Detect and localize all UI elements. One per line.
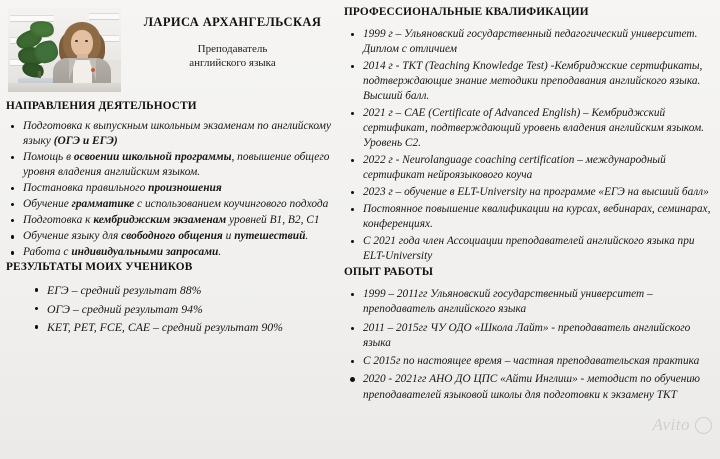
section-title-qualifications: ПРОФЕССИОНАЛЬНЫЕ КВАЛИФИКАЦИИ [344,6,589,18]
list-item: 1999 г – Ульяновский государственный педагогический университет. Диплом с отличием [346,27,712,57]
list-item: ОГЭ – средний результат 94% [30,301,334,318]
list-item: 2022 г - Neurolanguage coaching certification – международный сертификат нейроязыкового коуча [346,153,712,183]
list-item: Постановка правильного произношения [6,181,334,196]
desk [8,83,121,92]
list-item: 2020 - 2021гг АНО ДО ЦПС «Айти Инглиш» - методист по обучению преподавателей языковой школы для подготовки к экзамену TKT [346,372,712,403]
header-block [6,4,334,100]
section-title-results: РЕЗУЛЬТАТЫ МОИХ УЧЕНИКОВ [6,261,193,274]
person-role-line2: английского языка [189,57,276,70]
list-item: ЕГЭ – средний результат 88% [30,282,334,299]
right-column [340,0,720,459]
section-title-experience: ОПЫТ РАБОТЫ [344,266,434,279]
experience-list [346,287,712,403]
watermark-text: Avito [652,415,690,434]
activities-list [6,119,334,260]
list-item: 2023 г – обучение в ELT-University на программе «ЕГЭ на высший балл» [346,185,712,200]
list-item: Обучение языку для свободного общения и путешествий. [6,229,334,244]
qualifications-list [346,27,712,264]
list-item: 1999 – 2011гг Ульяновский государственный университет – преподаватель английского языка [346,287,712,318]
shelf [89,13,119,20]
person-role-line1: Преподаватель [197,43,268,55]
person-role [131,42,334,70]
list-item: KET, PET, FCE, CAE – средний результат 90% [30,319,334,336]
list-item: 2014 г - TKT (Teaching Knowledge Test) -Кембриджские сертификаты, подтверждающие знание методики преподавания английского языка. Высший балл. [346,59,712,104]
list-item: Работа с индивидуальными запросами. [6,245,334,260]
list-item: Помощь в освоении школьной программы, повышение общего уровня владения английским языком. [6,150,334,180]
list-item: Подготовка к выпускным школьным экзаменам по английскому языку (ОГЭ и ЕГЭ) [6,119,334,149]
list-item: 2021 г – CAE (Certificate of Advanced English) – Кембриджский сертификат, подтверждающий уровень владения английским языком. Уровень C2. [346,106,712,151]
person-figure [51,20,113,92]
section-title-activities: НАПРАВЛЕНИЯ ДЕЯТЕЛЬНОСТИ [6,100,197,112]
list-item: С 2015г по настоящее время – частная преподавательская практика [346,354,712,369]
list-item: 2011 – 2015гг ЧУ ОДО «Школа Лайт» - преподаватель английского языка [346,321,712,352]
name-block [121,4,334,70]
list-item: Постоянное повышение квалификации на курсах, вебинарах, семинарах, конференциях. [346,202,712,232]
left-column [0,0,340,459]
portrait-photo [8,7,121,92]
results-list [30,282,334,336]
person-name: ЛАРИСА АРХАНГЕЛЬСКАЯ [143,15,322,29]
list-item: Обучение грамматике с использованием коучингового подхода [6,197,334,212]
list-item: Подготовка к кембриджским экзаменам уровней B1, B2, C1 [6,213,334,228]
list-item: С 2021 года член Ассоциации преподавателей английского языка при ELT-University [346,234,712,264]
